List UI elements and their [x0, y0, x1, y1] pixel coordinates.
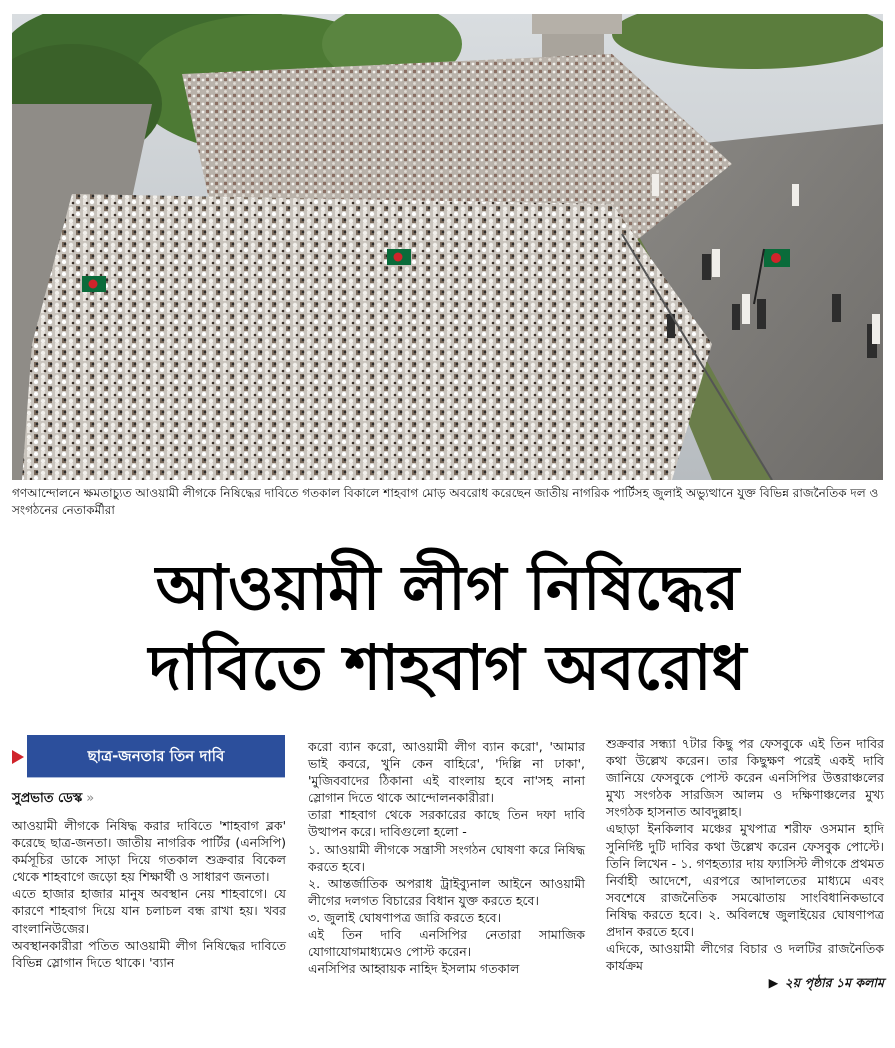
- paragraph: এছাড়া ইনকিলাব মঞ্চের মুখপাত্র শরীফ ওসমান হাদি সুনির্দিষ্ট দুটি দাবির কথা উল্লেখ করেন ফেসবুক পোস্টে। তিনি লিখেন - ১. গণহত্যার দায় ফ্যাসিস্ট লীগকে প্রথমত নির্বাহী আদেশে, এরপরে আদালতের মাধ্যমে এবং সবশেষে রাজনৈতিক সমঝোতায় সাংবিধানিকভাবে নিষিদ্ধ করতে হবে। ২. অবিলম্বে জুলাইয়ের ঘোষণাপত্র প্রদান করতে হবে।: [606, 821, 884, 940]
- article-column-1: [12, 735, 286, 971]
- paragraph: শুক্রবার সন্ধ্যা ৭টার কিছু পর ফেসবুকে এই তিন দাবির কথা উল্লেখ করেন। তার কিছুক্ষণ পরেই একই দাবি জানিয়ে ফেসবুকে পোস্ট করেন এনসিপির উত্তরাঞ্চলের মুখ্য সংগঠক সারজিস আলম ও দক্ষিণাঞ্চলের মুখ্য সংগঠক হাসনাত আবদুল্লাহ।: [606, 736, 884, 820]
- article-column-3: [606, 735, 884, 991]
- play-arrow-icon: ▶: [768, 975, 779, 991]
- paragraph: করো ব্যান করো, আওয়ামী লীগ ব্যান করো', 'আমার ভাই কবরে, খুনি কেন বাহিরে', 'দিল্লি না ঢাকা', 'মুজিববাদের ঠিকানা এই বাংলায় হবে না'সহ নানা স্লোগান দিতে থাকে আন্দোলনকারীরা।: [308, 739, 585, 806]
- byline: [12, 789, 286, 809]
- double-chevron-icon: »: [86, 791, 95, 806]
- triangle-bullet-icon: [12, 750, 24, 764]
- demand-item: ২. আন্তর্জাতিক অপরাধ ট্রাইব্যুনাল আইনে আওয়ামী লীগের দলগত বিচারের বিধান যুক্ত করতে হবে।: [308, 875, 585, 908]
- paragraph: এই তিন দাবি এনসিপির নেতারা সামাজিক যোগাযোগমাধ্যমেও পোস্ট করেন।: [308, 927, 585, 960]
- news-photo: [12, 14, 883, 480]
- demand-item: ৩. জুলাই ঘোষণাপত্র জারি করতে হবে।: [308, 909, 502, 925]
- paragraph: এনসিপির আহ্বায়ক নাহিদ ইসলাম গতকাল: [308, 961, 520, 977]
- headline-line-1: আওয়ামী লীগ নিষিদ্ধের: [155, 551, 740, 624]
- crowd-photo-image: [12, 14, 883, 480]
- demand-item: ১. আওয়ামী লীগকে সন্ত্রাসী সংগঠন ঘোষণা করে নিষিদ্ধ করতে হবে।: [308, 841, 585, 874]
- photo-caption: গণআন্দোলনে ক্ষমতাচ্যুত আওয়ামী লীগকে নিষিদ্ধের দাবিতে গতকাল বিকালে শাহবাগ মোড় অবরোধ করেছেন জাতীয় নাগরিক পার্টিসহ জুলাই অভ্যুত্থানে যুক্ত বিভিন্ন রাজনৈতিক দল ও সংগঠনের নেতাকর্মীরা: [12, 486, 879, 517]
- continued-page-ref: ২য় পৃষ্ঠার ১ম কলাম: [784, 975, 884, 991]
- paragraph: এতে হাজার হাজার মানুষ অবস্থান নেয় শাহবাগে। যে কারণে শাহবাগ দিয়ে যান চলাচল বন্ধ রাখা হয়। খবর বাংলানিউজের।: [12, 886, 286, 936]
- article-column-2: [308, 738, 585, 977]
- continued-on: [606, 974, 884, 991]
- paragraph: অবস্থানকারীরা পতিত আওয়ামী লীগ নিষিদ্ধের দাবিতে বিভিন্ন স্লোগান দিতে থাকে। 'ব্যান: [12, 937, 286, 970]
- paragraph: তারা শাহবাগ থেকে সরকারের কাছে তিন দফা দাবি উত্থাপন করে। দাবিগুলো হলো -: [308, 807, 585, 840]
- paragraph: আওয়ামী লীগকে নিষিদ্ধ করার দাবিতে 'শাহবাগ ব্লক' করেছে ছাত্র-জনতা। জাতীয় নাগরিক পার্টির (এনসিপি) কর্মসূচির ডাকে সাড়া দিয়ে গতকাল শুক্রবার বিকেল থেকে শাহবাগে জড়ো হয় শিক্ষার্থী ও সাধারণ জনতা।: [12, 818, 286, 885]
- kicker-banner: [12, 735, 286, 779]
- paragraph: এদিকে, আওয়ামী লীগের বিচার ও দলটির রাজনৈতিক কার্যক্রম: [606, 941, 884, 974]
- headline: [0, 548, 895, 708]
- headline-line-2: দাবিতে শাহবাগ অবরোধ: [148, 631, 747, 704]
- byline-text: সুপ্রভাত ডেস্ক: [12, 791, 83, 806]
- kicker-label: ছাত্র-জনতার তিন দাবি: [27, 735, 285, 777]
